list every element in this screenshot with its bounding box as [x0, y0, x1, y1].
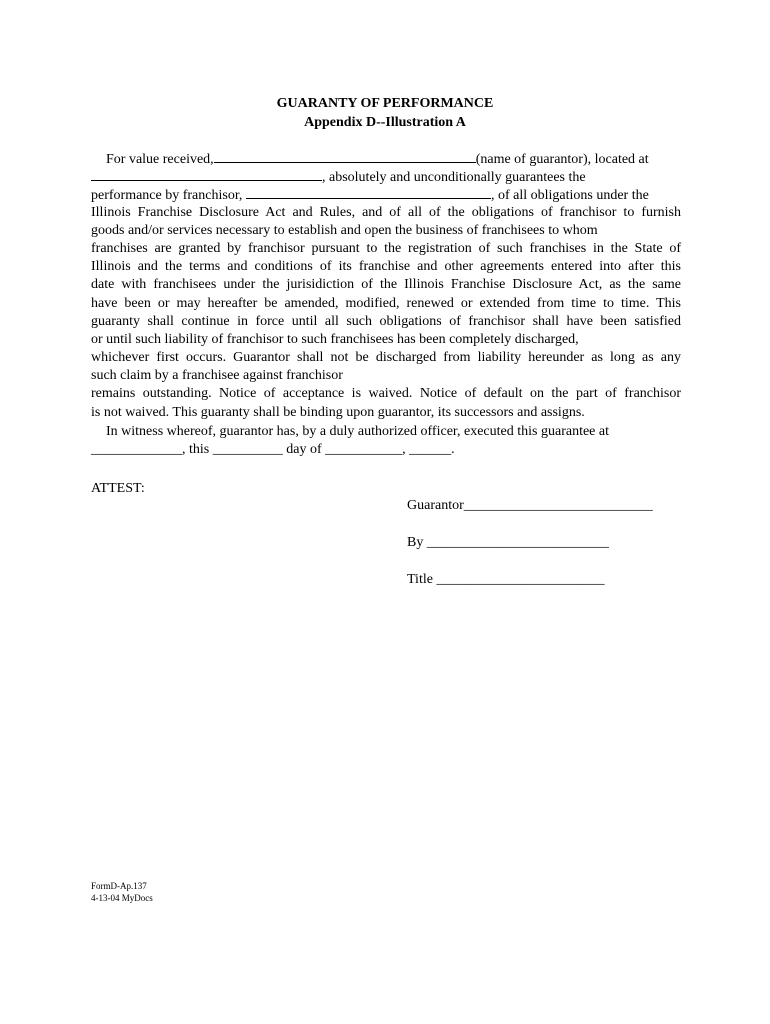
title-signature-line[interactable]: Title ________________________	[407, 572, 605, 587]
guarantor-signature-line[interactable]: Guarantor___________________________	[407, 498, 653, 513]
document-subtitle: Appendix D--Illustration A	[304, 115, 466, 130]
body-text: For value received,	[106, 152, 214, 167]
attest-label: ATTEST:	[91, 481, 145, 496]
body-text: , absolutely and unconditionally guarantees the	[322, 170, 586, 185]
body-text: , of all obligations under the	[490, 188, 649, 203]
body-line	[91, 186, 681, 205]
body-line: such claim by a franchisee against franchisor	[91, 368, 343, 383]
body-line: remains outstanding. Notice of acceptance is waived. Notice of default on the part of franchisor	[91, 386, 681, 401]
body-line: or until such liability of franchisor to such franchisees has been completely discharged,	[91, 332, 579, 347]
form-id: FormD-Ap.137	[91, 881, 147, 891]
body-line	[91, 168, 681, 187]
body-line: Illinois Franchise Disclosure Act and Rules, and of all of the obligations of franchisor to furnish	[91, 205, 681, 220]
body-line: date with franchisees under the jurisidiction of the Illinois Franchise Disclosure Act, as the same	[91, 277, 681, 292]
body-line: goods and/or services necessary to establish and open the business of franchisees to whom	[91, 223, 598, 238]
body-line	[91, 150, 681, 169]
franchisor-name-blank[interactable]	[246, 186, 491, 199]
body-line: have been or may hereafter be amended, modified, renewed or extended from time to time. This	[91, 296, 681, 311]
body-line: is not waived. This guaranty shall be binding upon guarantor, its successors and assigns.	[91, 405, 585, 420]
date-place-line[interactable]: _____________, this __________ day of ___________, ______.	[91, 442, 455, 457]
body-line: guaranty shall continue in force until all such obligations of franchisor shall have been satisfied	[91, 314, 681, 329]
document-title: GUARANTY OF PERFORMANCE	[276, 96, 494, 111]
body-line: franchises are granted by franchisor pursuant to the registration of such franchises in the State of	[91, 241, 681, 256]
body-text: performance by franchisor,	[91, 188, 243, 203]
location-blank[interactable]	[91, 168, 322, 181]
body-line: whichever first occurs. Guarantor shall not be discharged from liability hereunder as long as any	[91, 350, 681, 365]
by-signature-line[interactable]: By __________________________	[407, 535, 609, 550]
body-line: Illinois and the terms and conditions of its franchise and other agreements entered into after this	[91, 259, 681, 274]
guarantor-name-blank[interactable]	[214, 150, 476, 163]
form-date-ref: 4-13-04 MyDocs	[91, 893, 153, 903]
body-line: In witness whereof, guarantor has, by a duly authorized officer, executed this guarantee at	[106, 424, 609, 439]
body-text: (name of guarantor), located at	[475, 152, 649, 167]
